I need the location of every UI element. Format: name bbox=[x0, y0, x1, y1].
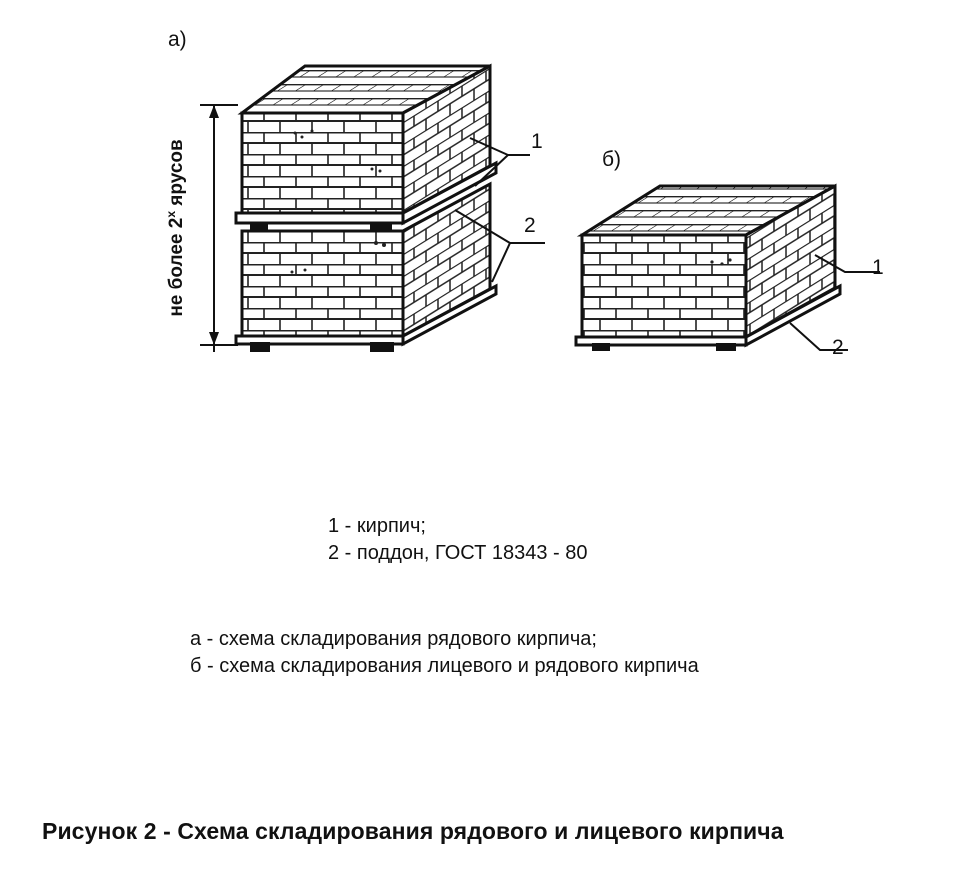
height-dimension bbox=[200, 105, 238, 352]
legend-item-pallet: 2 - поддон, ГОСТ 18343 - 80 bbox=[328, 542, 588, 564]
legend-item-brick: 1 - кирпич; bbox=[328, 515, 426, 537]
stack-a-upper-front bbox=[242, 113, 403, 213]
height-limit-label: не более $2^х$ ярусов bbox=[163, 139, 188, 317]
callout-a-2: 2 bbox=[524, 214, 536, 237]
legend-scheme-a: а - схема складирования рядового кирпича; bbox=[190, 628, 597, 650]
legend-schemes bbox=[190, 626, 699, 680]
stack-a bbox=[236, 66, 496, 352]
callout-b-1: 1 bbox=[872, 256, 884, 279]
stack-b bbox=[576, 186, 840, 351]
callout-a-1: 1 bbox=[531, 130, 543, 153]
stack-b-front bbox=[582, 235, 746, 337]
label-b: б) bbox=[602, 148, 622, 171]
figure-caption: Рисунок 2 - Схема складирования рядового и лицевого кирпича bbox=[42, 818, 784, 844]
legend-items bbox=[328, 513, 587, 567]
callout-b-2: 2 bbox=[832, 336, 844, 359]
stack-a-lower-front bbox=[242, 231, 403, 336]
legend-scheme-b: б - схема складирования лицевого и рядового кирпича bbox=[190, 655, 699, 677]
stack-a-upper-pallet bbox=[236, 213, 403, 223]
label-a: а) bbox=[168, 28, 187, 51]
